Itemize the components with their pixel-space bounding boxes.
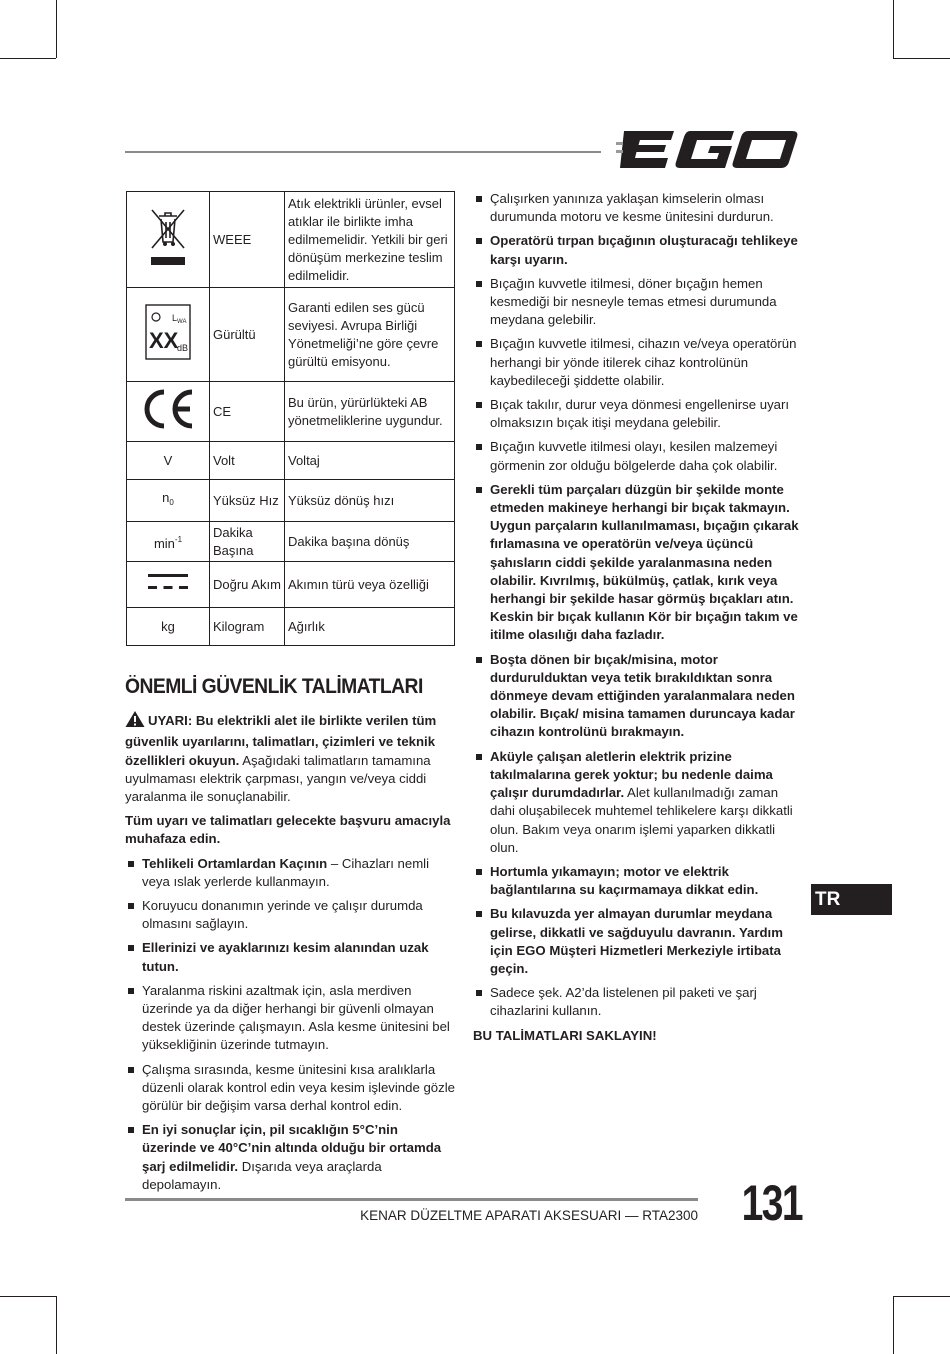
list-item (473, 190, 803, 226)
item-text: Dışarıda veya araçlarda depolamayın. (142, 1158, 382, 1192)
list-item (125, 1121, 455, 1194)
symbol-description: Atık elektrikli ürünler, evsel atıklar ile birlikte imha edilmemelidir. Yetkili bir geri dönüşüm merkezine teslim edilmelidir. (285, 192, 455, 288)
crop-mark (893, 1296, 950, 1297)
item-text: Bıçak takılır, durur veya dönmesi engellenirse uyarı olmaksızın bıçak itişi meydana gelebilir. (490, 397, 790, 431)
table-row (127, 480, 455, 522)
list-item (473, 275, 803, 330)
item-text: Çalışırken yanınıza yaklaşan kimselerin olması durumunda motoru ve kesme ünitesini durdurun. (490, 191, 774, 225)
save-instructions-notice: BU TALİMATLARI SAKLAYIN! (473, 1027, 657, 1043)
item-text: – Cihazları nemli veya ıslak yerlerde kullanmayın. (142, 855, 430, 889)
list-item (473, 651, 803, 742)
table-row (127, 288, 455, 382)
noise-level-icon (145, 304, 191, 360)
item-bold: En iyi sonuçlar için, pil sıcaklığın 5°C’nin üzerinde ve 40°C’nin altında olduğu bir ortamda şarj edilmelidir. (142, 1122, 442, 1174)
table-row (127, 562, 455, 608)
bullet-icon (128, 861, 134, 867)
ego-logo (616, 128, 800, 172)
bullet-icon (476, 341, 482, 347)
bullet-icon (476, 657, 482, 663)
table-row (127, 522, 455, 562)
item-bold: Hortumla yıkamayın; motor ve elektrik bağlantılarına su kaçırmamaya dikkat edin. (490, 863, 759, 898)
crop-mark (0, 58, 56, 59)
symbol-description: Bu ürün, yürürlükteki AB yönetmeliklerine uygundur. (285, 382, 455, 442)
list-item (473, 438, 803, 474)
list-item (125, 855, 455, 891)
symbol-name: Yüksüz Hız (210, 480, 285, 522)
item-text: Bıçağın kuvvetle itilmesi olayı, kesilen malzemeyi görmenin zor olduğu bölgelerde daha çok olabilir. (490, 439, 778, 473)
item-bold: Boşta dönen bir bıçak/misina, motor durdurulduktan veya tetik bırakıldıktan sonra dönmeye devam ettiğinden yaralanmalara neden olabilir. Bıçak/ misina tamamen duruncaya kadar cihazın kontrolünü bırakmayın. (490, 651, 795, 740)
safety-list-left (125, 855, 455, 1194)
weee-symbol-cell (127, 192, 210, 288)
bullet-icon (476, 196, 482, 202)
page-number: 131 (741, 1175, 802, 1231)
bullet-icon (128, 945, 134, 951)
list-item (473, 335, 803, 390)
ce-mark-icon (140, 388, 196, 430)
symbol-cell (127, 522, 210, 562)
direct-current-icon (146, 571, 190, 593)
noise-symbol-cell (127, 288, 210, 382)
keep-notice-text: Tüm uyarı ve talimatları gelecekte başvuru amacıyla muhafaza edin. (125, 813, 451, 847)
item-bold: Ellerinizi ve ayaklarınızı kesim alanından uzak tutun. (142, 940, 429, 974)
symbol-description: Akımın türü veya özelliği (285, 562, 455, 608)
symbol-text: n (162, 490, 170, 505)
bullet-icon (476, 869, 482, 875)
symbol-description: Ağırlık (285, 608, 455, 646)
bullet-icon (128, 903, 134, 909)
symbol-description: Garanti edilen ses gücü seviyesi. Avrupa Birliği Yönetmeliği’ne göre çevre gürültü emisyonu. (285, 288, 455, 382)
section-title: ÖNEMLİ GÜVENLİK TALİMATLARI (125, 675, 423, 698)
list-item (125, 1061, 455, 1116)
noise-symbol-text: XX (149, 328, 179, 353)
bullet-icon (128, 1127, 134, 1133)
ce-symbol-cell (127, 382, 210, 442)
warning-label: UYARI: (148, 713, 193, 729)
symbol-text: kg (161, 618, 175, 634)
bullet-icon (128, 988, 134, 994)
bullet-icon (476, 911, 482, 917)
list-item (473, 984, 803, 1020)
symbol-name: Dakika Başına (210, 522, 285, 562)
safety-list-right (473, 190, 803, 1021)
footer-rule (125, 1198, 698, 1201)
crop-mark (0, 1296, 56, 1297)
item-text: Yaralanma riskini azaltmak için, asla merdiven üzerinde ya da diğer herhangi bir güvenli olmayan destek üzerinde çalışmayın. Asla kesme ünitesini bel yüksekliğinin üzerinde tutmayın. (142, 982, 450, 1053)
noise-symbol-unit: dB (177, 343, 189, 353)
table-row (127, 382, 455, 442)
item-text: Çalışma sırasında, kesme ünitesini kısa aralıklarla düzenli olarak kontrol edin veya kesim işlevinde gözle görülür bir değişim varsa derhal kontrol edin. (142, 1061, 456, 1114)
symbol-cell (127, 480, 210, 522)
bullet-icon (476, 487, 482, 493)
symbol-superscript: -1 (174, 534, 183, 544)
symbol-cell (127, 442, 210, 480)
table-row (127, 442, 455, 480)
symbol-description: Yüksüz dönüş hızı (285, 480, 455, 522)
item-text: Alet kullanılmadığı zaman dahi oluşabilecek muhtemel tehlikelere karşı dikkatli olun. Bakım veya onarım işlemi yaparken dikkatli olun. (490, 785, 793, 855)
warning-bold-text: Bu elektrikli alet ile birlikte verilen tüm güvenlik uyarılarını, talimatları, çizimleri ve teknik özellikleri okuyun. (125, 713, 437, 768)
symbol-table (126, 191, 455, 646)
crop-mark (56, 1296, 57, 1354)
header-rule (125, 151, 601, 153)
list-item (473, 396, 803, 432)
bullet-icon (476, 281, 482, 287)
symbol-name: Volt (210, 442, 285, 480)
crop-mark (893, 58, 950, 59)
warning-text: Aşağıdaki talimatların tamamına uyulmaması elektrik çarpması, yangın ve/veya ciddi yaralanma ile sonuçlanabilir. (125, 752, 431, 805)
list-item (125, 982, 455, 1055)
symbol-name: Gürültü (210, 288, 285, 382)
list-item (473, 748, 803, 857)
list-item (473, 232, 803, 268)
table-row (127, 192, 455, 288)
dc-symbol-cell (127, 562, 210, 608)
warning-paragraph (125, 710, 455, 806)
item-bold: Bu kılavuzda yer almayan durumlar meydana gelirse, dikkatli ve sağduyulu davranın. Yardım için EGO Müşteri Hizmetleri Merkeziyle irtibata geçin. (490, 906, 783, 976)
svg-text:L: L (172, 313, 178, 323)
crop-mark (893, 1296, 894, 1354)
symbol-text: min (153, 535, 175, 551)
bullet-icon (476, 990, 482, 996)
item-text: Bıçağın kuvvetle itilmesi, döner bıçağın hemen kesmediği bir nesneyle temas etmesi durumunda meydana gelebilir. (490, 275, 777, 328)
item-text: Bıçağın kuvvetle itilmesi, cihazın ve/veya operatörün herhangi bir yönde itilerek cihaz kontrolünün kaybedileceği şiddette olabilir. (490, 336, 797, 388)
symbol-description: Dakika başına dönüş (285, 522, 455, 562)
item-bold: Operatörü tırpan bıçağının oluşturacağı tehlikeye karşı uyarın. (490, 233, 798, 267)
crop-mark (893, 0, 894, 58)
table-row (127, 608, 455, 646)
item-bold: Gerekli tüm parçaları düzgün bir şekilde monte etmeden makineye herhangi bir bıçak takmayın. Uygun parçaların kullanılmaması, bıçağın çıkarak fırlamasına ve operatörün ve/veya üçüncü şahısların ciddi şekilde yaralanmasına neden olabilir. Kıvrılmış, bükülmüş, çatlak, kırık veya herhangi bir şekilde hasar görmüş bıçakları atın. Keskin bir bıçak kullanın Kör bir bıçağın takım ve itilme olasılığı daha fazladır. (490, 481, 799, 643)
bullet-icon (476, 402, 482, 408)
crop-mark (56, 0, 57, 58)
warning-triangle-icon (125, 710, 145, 733)
item-text: Sadece şek. A2’da listelenen pil paketi ve şarj cihazlarini kullanın. (490, 985, 757, 1019)
bullet-icon (476, 754, 482, 760)
left-column (125, 676, 455, 1200)
symbol-subscript: 0 (169, 498, 174, 507)
list-item (473, 481, 803, 645)
symbol-name: Doğru Akım (210, 562, 285, 608)
symbol-name: WEEE (210, 192, 285, 288)
bullet-icon (476, 238, 482, 244)
footer-title: KENAR DÜZELTME APARATI AKSESUARI — RTA2300 (360, 1208, 698, 1223)
list-item (125, 897, 455, 933)
symbol-description: Voltaj (285, 442, 455, 480)
list-item (473, 905, 803, 978)
language-tab: TR (811, 884, 892, 915)
item-bold: Aküyle çalışan aletlerin elektrik prizine takılmalarına gerek yoktur; bu nedenle daima çalışır durumdadırlar. (490, 748, 773, 801)
svg-text:WA: WA (177, 319, 187, 325)
symbol-text: V (163, 452, 173, 468)
list-item (125, 939, 455, 975)
bullet-icon (128, 1067, 134, 1073)
item-text: Koruyucu donanımın yerinde ve çalışır durumda olmasını sağlayın. (142, 898, 423, 932)
list-item (473, 863, 803, 899)
bullet-icon (476, 444, 482, 450)
right-column (473, 190, 803, 1045)
item-bold: Tehlikeli Ortamlardan Kaçının (142, 855, 328, 871)
symbol-name: CE (210, 382, 285, 442)
weee-bin-icon (146, 206, 190, 268)
symbol-cell (127, 608, 210, 646)
symbol-name: Kilogram (210, 608, 285, 646)
keep-notice (125, 812, 455, 848)
